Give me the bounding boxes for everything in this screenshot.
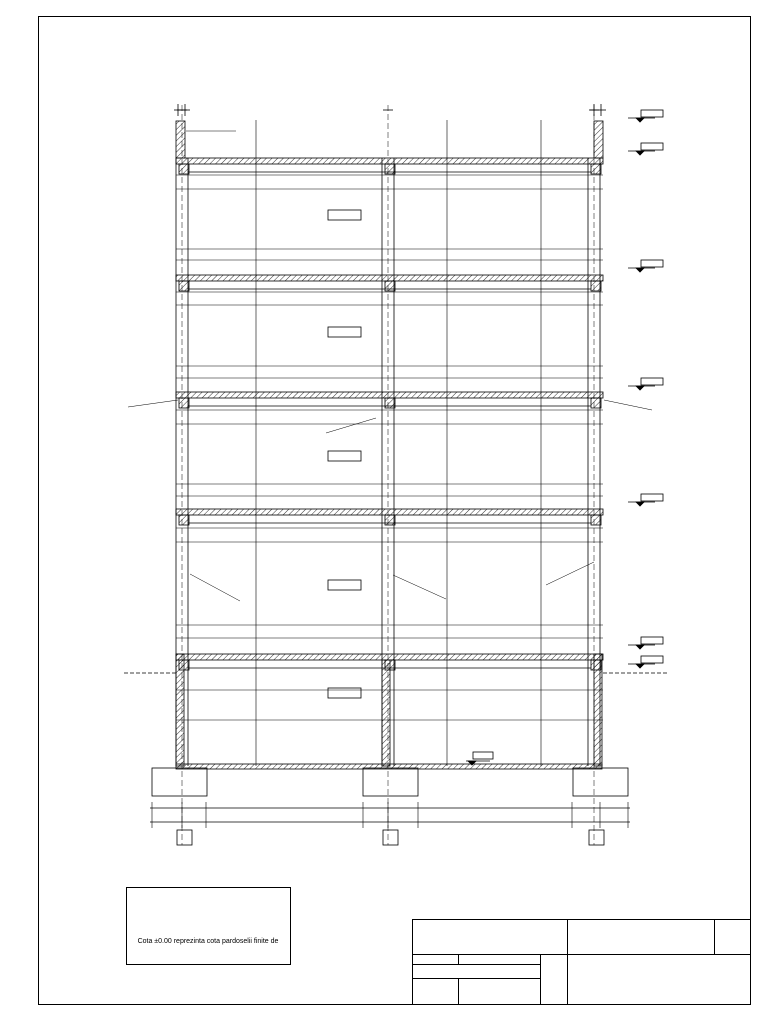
level-marker-arrow (636, 386, 644, 390)
level-marker-arrow (636, 664, 644, 668)
level-marker-box (473, 752, 493, 759)
footing-left (152, 768, 207, 796)
level-marker-arrow (636, 268, 644, 272)
footing-mid (363, 768, 418, 796)
note-text: Cota ±0.00 reprezinta cota pardoselii finite de (137, 938, 279, 945)
room-label-box (328, 688, 361, 698)
beam-section (179, 281, 189, 291)
room-label-box (328, 210, 361, 220)
level-marker-arrow (636, 151, 644, 155)
level-marker-box (641, 260, 663, 267)
room-label-box (328, 451, 361, 461)
title-block (413, 920, 751, 1005)
beam-section (591, 398, 601, 408)
beam-section (179, 515, 189, 525)
level-marker-box (641, 143, 663, 150)
axis-marker-box (383, 830, 398, 845)
level-marker-box (641, 656, 663, 663)
leader-line (128, 400, 178, 407)
leader-line (190, 574, 240, 601)
level-marker-box (641, 110, 663, 117)
leader-line (604, 400, 652, 410)
beam-section (385, 515, 395, 525)
basement-wall-right (594, 654, 602, 766)
floor-slab (176, 392, 603, 398)
level-marker-box (641, 494, 663, 501)
floor-slab (176, 509, 603, 515)
footing-right (573, 768, 628, 796)
axis-marker-box (177, 830, 192, 845)
room-label-box (328, 580, 361, 590)
basement-wall-mid (382, 660, 390, 766)
floor-slab (176, 158, 603, 164)
level-marker-box (641, 378, 663, 385)
beam-section (179, 164, 189, 174)
beam-section (591, 164, 601, 174)
leader-line (546, 562, 594, 585)
building-section (124, 104, 668, 845)
axis-marker-box (589, 830, 604, 845)
note-box (127, 888, 291, 965)
level-marker-box (641, 637, 663, 644)
parapet-left (176, 121, 185, 158)
floor-slab (176, 654, 603, 660)
level-marker-arrow (636, 502, 644, 506)
room-label-box (328, 327, 361, 337)
beam-section (179, 398, 189, 408)
leader-line (326, 418, 376, 433)
level-marker-arrow (636, 645, 644, 649)
beam-section (591, 515, 601, 525)
beam-section (591, 281, 601, 291)
leader-line (393, 575, 446, 599)
level-marker-arrow (636, 118, 644, 122)
parapet-right (594, 121, 603, 158)
beam-section (385, 281, 395, 291)
beam-section (385, 164, 395, 174)
beam-section (385, 398, 395, 408)
basement-wall-left (176, 654, 184, 766)
floor-slab (176, 275, 603, 281)
